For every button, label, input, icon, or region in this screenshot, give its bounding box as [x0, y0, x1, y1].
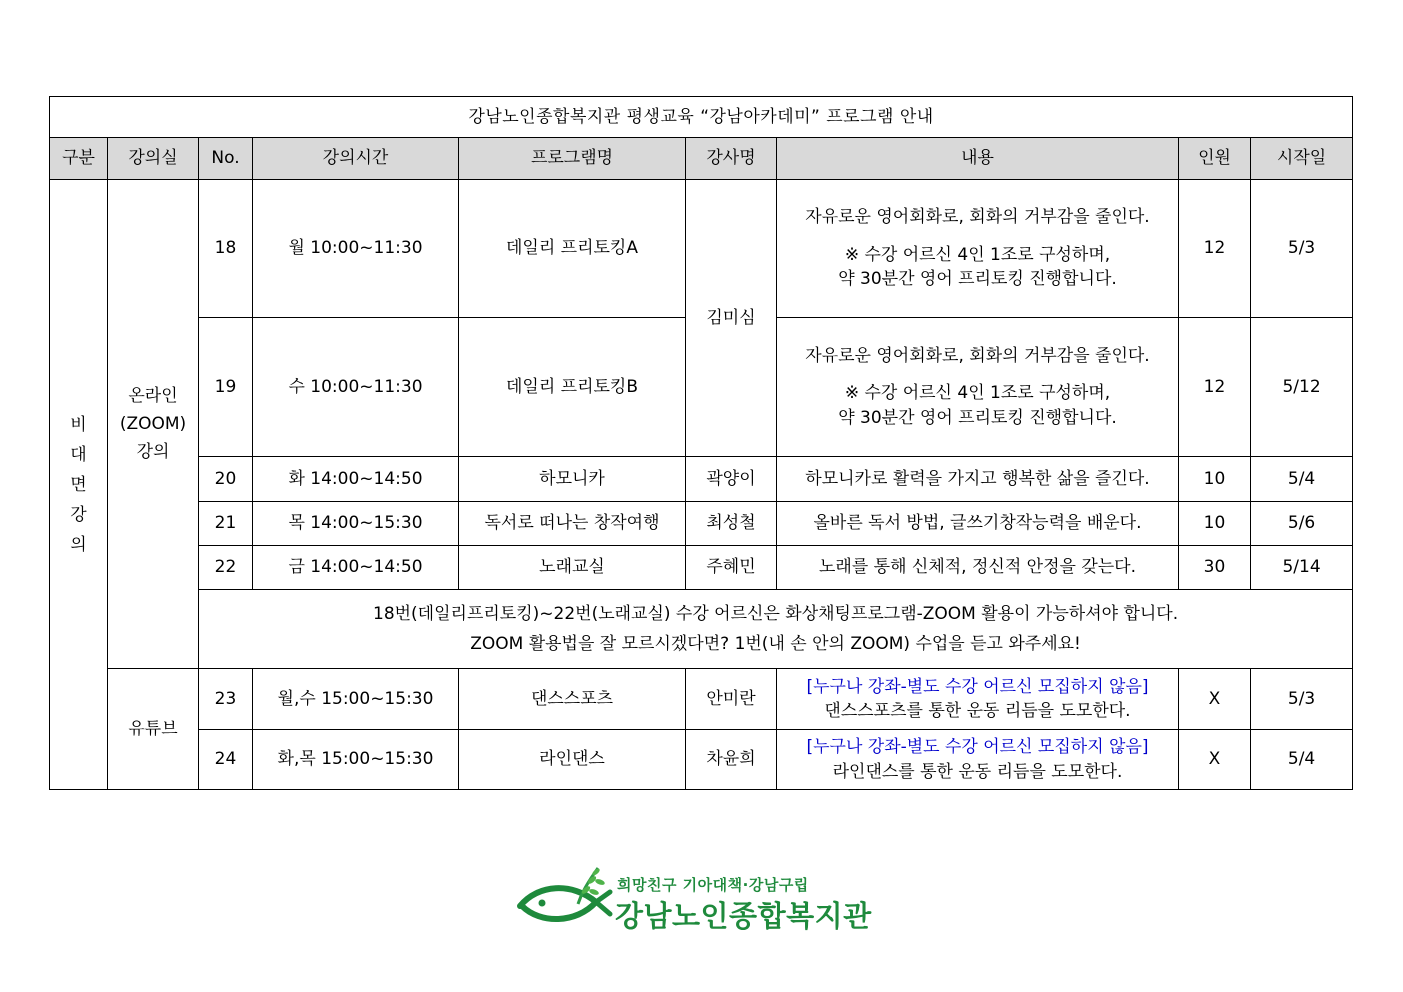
category-char: 강 — [70, 504, 87, 525]
header-start: 시작일 — [1251, 138, 1353, 180]
row-program: 댄스스포츠 — [459, 669, 686, 730]
row-no: 21 — [199, 502, 253, 546]
room-online-cell — [108, 180, 199, 669]
room-online-line: (ZOOM) — [119, 414, 187, 434]
header-instructor: 강사명 — [686, 138, 777, 180]
category-char: 의 — [70, 534, 87, 555]
row-no: 24 — [199, 730, 253, 790]
row-time: 수 10:00~11:30 — [253, 318, 459, 457]
row-no: 20 — [199, 457, 253, 502]
table-row — [50, 546, 1353, 590]
row-start: 5/3 — [1251, 669, 1353, 730]
content-line: 라인댄스를 통한 운동 리듬을 도모한다. — [832, 761, 1123, 782]
row-capacity: 12 — [1179, 318, 1251, 457]
row-start: 5/14 — [1251, 546, 1353, 590]
row-time: 목 14:00~15:30 — [253, 502, 459, 546]
content-line: ※ 수강 어르신 4인 1조로 구성하며, — [844, 383, 1111, 404]
row-content: 하모니카로 활력을 가지고 행복한 삶을 즐긴다. — [777, 457, 1179, 502]
logo-name: 강남노인종합복지관 — [615, 899, 872, 933]
program-table — [49, 96, 1353, 790]
notice-line: ZOOM 활용법을 잘 모르시겠다면? 1번(내 손 안의 ZOOM) 수업을 듣고 와주세요! — [470, 634, 1081, 654]
header-category: 구분 — [50, 138, 108, 180]
category-char: 비 — [70, 414, 87, 435]
row-start: 5/6 — [1251, 502, 1353, 546]
row-content — [777, 318, 1179, 457]
open-course-note: [누구나 강좌-별도 수강 어르신 모집하지 않음] — [806, 676, 1149, 697]
logo-subtitle: 희망친구 기아대책·강남구립 — [617, 876, 809, 894]
row-instructor: 주혜민 — [686, 546, 777, 590]
table-row — [50, 180, 1353, 318]
row-time: 월,수 15:00~15:30 — [253, 669, 459, 730]
row-start: 5/4 — [1251, 457, 1353, 502]
table-title: 강남노인종합복지관 평생교육 “강남아카데미” 프로그램 안내 — [50, 97, 1353, 138]
row-capacity: 10 — [1179, 457, 1251, 502]
row-time: 금 14:00~14:50 — [253, 546, 459, 590]
row-content — [777, 180, 1179, 318]
row-time: 화 14:00~14:50 — [253, 457, 459, 502]
fish-sprout-icon — [516, 862, 616, 934]
header-capacity: 인원 — [1179, 138, 1251, 180]
row-time: 화,목 15:00~15:30 — [253, 730, 459, 790]
header-program: 프로그램명 — [459, 138, 686, 180]
row-content — [777, 669, 1179, 730]
content-line: 약 30분간 영어 프리토킹 진행합니다. — [838, 407, 1117, 428]
row-capacity: X — [1179, 730, 1251, 790]
content-line: 댄스스포츠를 통한 운동 리듬을 도모한다. — [824, 701, 1131, 721]
room-online-line: 온라인 — [128, 386, 178, 406]
content-line: 자유로운 영어회화로, 회화의 거부감을 줄인다. — [805, 207, 1150, 228]
content-line: 자유로운 영어회화로, 회화의 거부감을 줄인다. — [805, 345, 1150, 366]
row-start: 5/12 — [1251, 318, 1353, 457]
open-course-note: [누구나 강좌-별도 수강 어르신 모집하지 않음] — [806, 737, 1149, 758]
row-content: 올바른 독서 방법, 글쓰기창작능력을 배운다. — [777, 502, 1179, 546]
row-start: 5/4 — [1251, 730, 1353, 790]
row-program: 노래교실 — [459, 546, 686, 590]
row-capacity: 10 — [1179, 502, 1251, 546]
row-instructor: 차윤희 — [686, 730, 777, 790]
row-capacity: 30 — [1179, 546, 1251, 590]
row-program: 데일리 프리토킹A — [459, 180, 686, 318]
table-row — [50, 457, 1353, 502]
row-program: 독서로 떠나는 창작여행 — [459, 502, 686, 546]
header-room: 강의실 — [108, 138, 199, 180]
row-instructor: 안미란 — [686, 669, 777, 730]
row-instructor: 최성철 — [686, 502, 777, 546]
table-row — [50, 669, 1353, 730]
row-instructor: 곽양이 — [686, 457, 777, 502]
table-row — [50, 730, 1353, 790]
category-cell — [50, 180, 108, 790]
notice-line: 18번(데일리프리토킹)~22번(노래교실) 수강 어르신은 화상채팅프로그램-ZOOM 활용이 가능하셔야 합니다. — [373, 603, 1179, 624]
row-capacity: X — [1179, 669, 1251, 730]
row-start: 5/3 — [1251, 180, 1353, 318]
row-instructor: 김미심 — [686, 180, 777, 457]
category-char: 면 — [70, 474, 87, 495]
content-line: 약 30분간 영어 프리토킹 진행합니다. — [838, 269, 1117, 290]
row-program: 라인댄스 — [459, 730, 686, 790]
row-content: 노래를 통해 신체적, 정신적 안정을 갖는다. — [777, 546, 1179, 590]
room-online-line: 강의 — [136, 442, 170, 462]
header-time: 강의시간 — [253, 138, 459, 180]
welfare-center-logo — [516, 862, 896, 934]
room-youtube-cell: 유튜브 — [108, 669, 199, 790]
header-content: 내용 — [777, 138, 1179, 180]
row-program: 하모니카 — [459, 457, 686, 502]
row-time: 월 10:00~11:30 — [253, 180, 459, 318]
row-content — [777, 730, 1179, 790]
content-line: ※ 수강 어르신 4인 1조로 구성하며, — [844, 244, 1111, 265]
row-no: 19 — [199, 318, 253, 457]
row-program: 데일리 프리토킹B — [459, 318, 686, 457]
table-row — [50, 502, 1353, 546]
row-capacity: 12 — [1179, 180, 1251, 318]
row-no: 23 — [199, 669, 253, 730]
category-char: 대 — [70, 444, 87, 465]
row-no: 18 — [199, 180, 253, 318]
zoom-notice — [199, 590, 1353, 669]
header-no: No. — [199, 138, 253, 180]
notice-row — [50, 590, 1353, 669]
row-no: 22 — [199, 546, 253, 590]
